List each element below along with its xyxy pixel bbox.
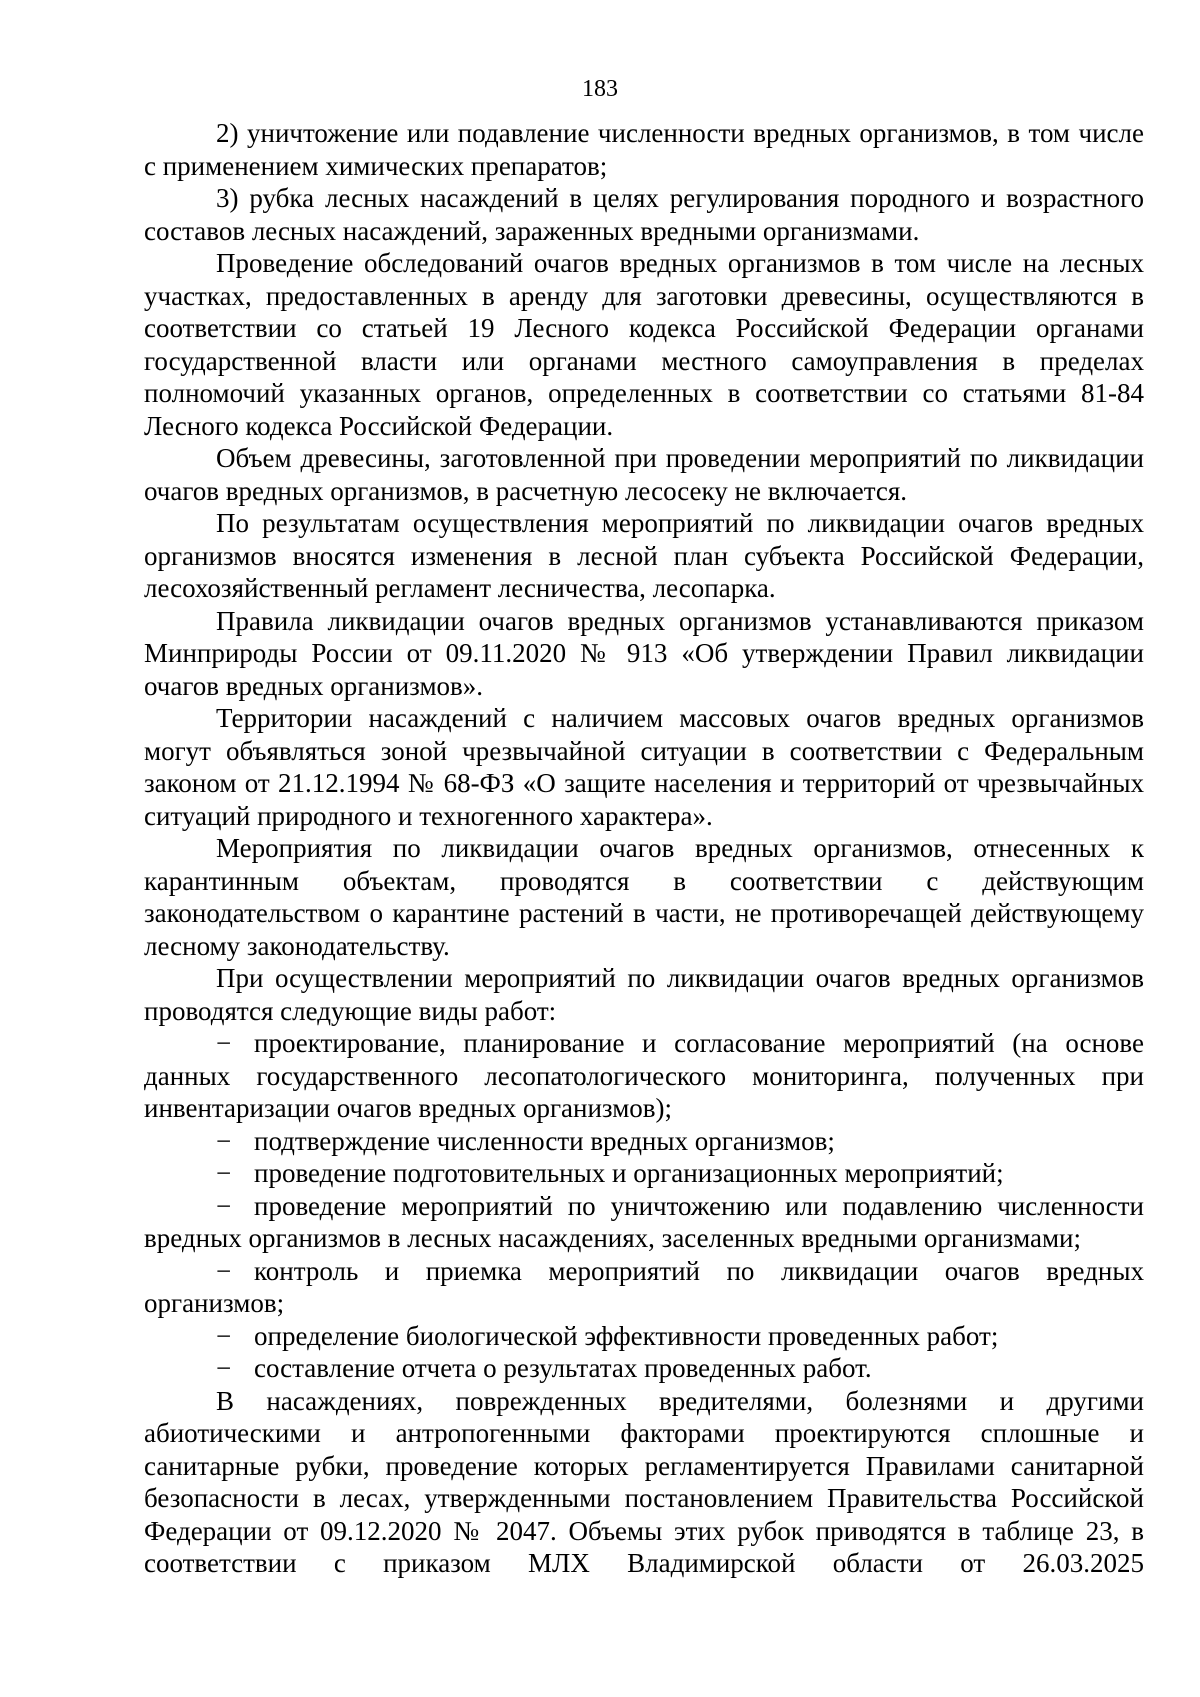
paragraph: Правила ликвидации очагов вредных организмов устанавливаются приказом Минприроды России от 09.11.2020 № 913 «Об утверждении Правил ликвидации очагов вредных организмов».	[144, 605, 1144, 701]
list-item-text: проектирование, планирование и согласование мероприятий (на основе данных государственного лесопатологического мониторинга, полученных при инвентаризации очагов вредных организмов);	[144, 1028, 1144, 1123]
list-marker: −	[216, 1353, 232, 1383]
list-item	[144, 1255, 1144, 1320]
list-marker: −	[216, 1190, 232, 1221]
document-body	[144, 117, 1144, 1580]
list-item	[144, 1157, 1144, 1190]
paragraph: Проведение обследований очагов вредных организмов в том числе на лесных участках, предоставленных в аренду для заготовки древесины, осуществляются в соответствии со статьей 19 Лесного кодекса Российской Федерации органами государственной власти или органами местного самоуправления в пределах полномочий указанных органов, определенных в соответствии со статьями 81-84 Лесного кодекса Российской Федерации.	[144, 248, 1144, 441]
closing-paragraph: В насаждениях, поврежденных вредителями, болезнями и другими абиотическими и антропогенными факторами проектируются сплошные и санитарные рубки, проведение которых регламентируется Правилами санитарной безопасности в лесах, утвержденными постановлением Правительства Российской Федерации от 09.12.2020 № 2047. Объемы этих рубок приводятся в таблице 23, в соответствии с приказом МЛХ Владимирской области от 26.03.2025	[144, 1385, 1144, 1578]
list-item	[144, 1027, 1144, 1125]
paragraph: По результатам осуществления мероприятий по ликвидации очагов вредных организмов вносятся изменения в лесной план субъекта Российской Федерации, лесохозяйственный регламент лесничества, лесопарка.	[144, 508, 1144, 603]
list-item	[144, 1190, 1144, 1255]
page-number: 183	[582, 76, 618, 102]
list-item-text: контроль и приемка мероприятий по ликвидации очагов вредных организмов;	[144, 1255, 1144, 1318]
list-marker: −	[216, 1028, 232, 1058]
paragraph: Территории насаждений с наличием массовых очагов вредных организмов могут объявляться зоной чрезвычайной ситуации в соответствии с Федеральным законом от 21.12.1994 № 68-ФЗ «О защите населения и территорий от чрезвычайных ситуаций природного и техногенного характера».	[144, 703, 1144, 831]
list-marker: −	[216, 1158, 232, 1188]
list-marker: −	[216, 1320, 232, 1351]
list-item-text: составление отчета о результатах проведенных работ.	[254, 1353, 872, 1383]
list-item	[144, 1125, 1144, 1158]
list-marker: −	[216, 1255, 232, 1286]
list-item-text: подтверждение численности вредных организмов;	[254, 1125, 835, 1156]
list-marker: −	[216, 1125, 232, 1156]
list-item	[144, 1352, 1144, 1385]
list-item	[144, 1320, 1144, 1353]
paragraph: Мероприятия по ликвидации очагов вредных организмов, отнесенных к карантинным объектам, проводятся в соответствии с действующим законодательством о карантине растений в части, не противоречащей действующему лесному законодательству.	[144, 833, 1144, 961]
list-item-text: проведение мероприятий по уничтожению или подавлению численности вредных организмов в лесных насаждениях, заселенных вредными организмами;	[144, 1190, 1144, 1253]
paragraph: 2) уничтожение или подавление численности вредных организмов, в том числе с применением химических препаратов;	[144, 118, 1144, 181]
paragraph: При осуществлении мероприятий по ликвидации очагов вредных организмов проводятся следующие виды работ:	[144, 963, 1144, 1026]
paragraph: Объем древесины, заготовленной при проведении мероприятий по ликвидации очагов вредных организмов, в расчетную лесосеку не включается.	[144, 443, 1144, 506]
paragraph: 3) рубка лесных насаждений в целях регулирования породного и возрастного составов лесных насаждений, зараженных вредными организмами.	[144, 183, 1144, 246]
list-item-text: определение биологической эффективности проведенных работ;	[254, 1320, 999, 1351]
list-item-text: проведение подготовительных и организационных мероприятий;	[254, 1158, 1004, 1188]
